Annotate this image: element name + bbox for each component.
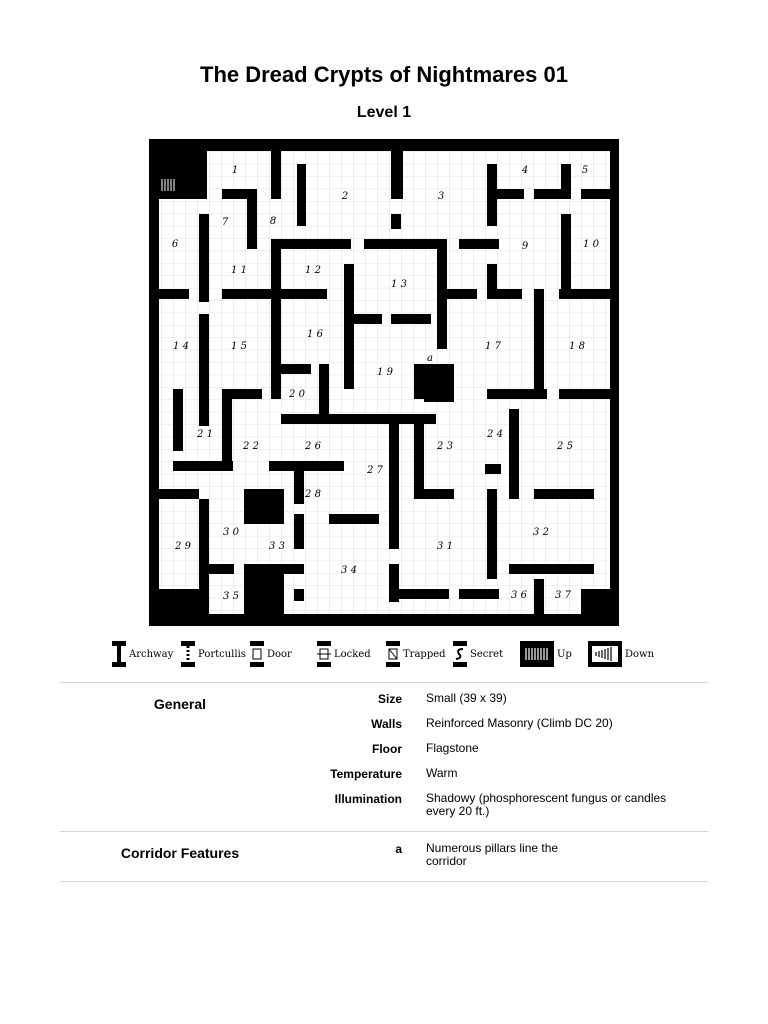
legend-down [588, 640, 654, 668]
room-label: 2 5 [557, 441, 573, 452]
floor-key: Floor [372, 742, 402, 756]
legend-label: Secret [470, 648, 504, 660]
room-label: 3 4 [341, 565, 357, 576]
room-label: 6 [171, 239, 179, 250]
room-label: 1 1 [231, 265, 247, 276]
room-label: 1 5 [231, 341, 247, 352]
room-label: 3 0 [223, 527, 239, 538]
temperature-value: Warm [426, 766, 458, 780]
size-value: Small (39 x 39) [426, 691, 507, 705]
room-label: 9 [521, 241, 529, 252]
secret-door-icon [453, 641, 467, 667]
illumination-value: Shadowy (phosphorescent fungus or candles every 20 ft.) [426, 791, 667, 818]
temperature-key: Temperature [330, 767, 402, 781]
legend-label: Door [267, 648, 292, 660]
portcullis-icon [181, 641, 195, 667]
legend-label: Locked [334, 648, 371, 660]
room-label: 2 7 [367, 465, 383, 476]
room-label: 4 [521, 165, 529, 176]
walls-key: Walls [371, 717, 402, 731]
locked-door-icon [317, 641, 331, 667]
room-label: 1 [231, 165, 239, 176]
room-label: 2 8 [305, 489, 321, 500]
stairs-down-icon [588, 641, 622, 667]
legend-door [250, 640, 292, 668]
room-label: 2 3 [437, 441, 453, 452]
floor-value: Flagstone [426, 741, 479, 755]
room-label: 2 1 [197, 429, 213, 440]
document-title: The Dread Crypts of Nightmares 01 [200, 62, 568, 87]
room-label: 3 [437, 191, 445, 202]
walls-value: Reinforced Masonry (Climb DC 20) [426, 716, 613, 730]
corridor-feature-value: Numerous pillars line the corridor [426, 841, 559, 868]
trapped-door-icon [386, 641, 400, 667]
room-label: 3 5 [223, 591, 239, 602]
room-label: 1 7 [485, 341, 501, 352]
illumination-key: Illumination [334, 792, 402, 806]
divider [60, 682, 708, 683]
room-label: 1 4 [173, 341, 189, 352]
legend-label: Up [557, 648, 572, 660]
room-label: 3 3 [269, 541, 285, 552]
room-label: 3 7 [555, 590, 571, 601]
legend-up [520, 640, 572, 668]
room-label: 1 2 [305, 265, 321, 276]
room-label: 1 0 [583, 239, 599, 250]
room-label: 1 3 [391, 279, 407, 290]
legend-secret [453, 640, 503, 668]
room-label: 3 6 [511, 590, 527, 601]
corridor-label: a [427, 353, 433, 364]
stairs-up-icon [520, 641, 554, 667]
room-label: 1 8 [569, 341, 585, 352]
room-label: 2 4 [487, 429, 503, 440]
divider [60, 831, 708, 832]
room-label: 1 9 [377, 367, 393, 378]
dungeon-map [149, 139, 619, 626]
legend-portcullis [181, 640, 246, 668]
room-label: 2 2 [243, 441, 259, 452]
room-label: 2 [341, 191, 349, 202]
map-legend [0, 640, 768, 668]
door-icon [250, 641, 264, 667]
room-label: 3 1 [437, 541, 453, 552]
room-label: 8 [269, 216, 277, 227]
general-title: General [153, 696, 207, 712]
archway-icon [112, 641, 126, 667]
legend-label: Down [625, 648, 655, 660]
divider [60, 881, 708, 882]
room-label: 2 6 [305, 441, 321, 452]
corridor-features-title: Corridor Features [120, 845, 240, 861]
room-label: 1 6 [307, 329, 323, 340]
legend-locked [317, 640, 371, 668]
legend-archway [112, 640, 173, 668]
room-label: 2 0 [289, 389, 305, 400]
room-label: 2 9 [175, 541, 191, 552]
size-key: Size [377, 692, 402, 706]
legend-label: Portcullis [198, 648, 246, 660]
legend-label: Archway [129, 648, 174, 660]
room-label: 7 [221, 217, 229, 228]
room-label: 5 [581, 165, 589, 176]
legend-label: Trapped [403, 648, 446, 660]
level-subtitle: Level 1 [356, 104, 412, 121]
legend-trapped [386, 640, 446, 668]
corridor-feature-key: a [395, 842, 402, 856]
room-label: 3 2 [533, 527, 549, 538]
